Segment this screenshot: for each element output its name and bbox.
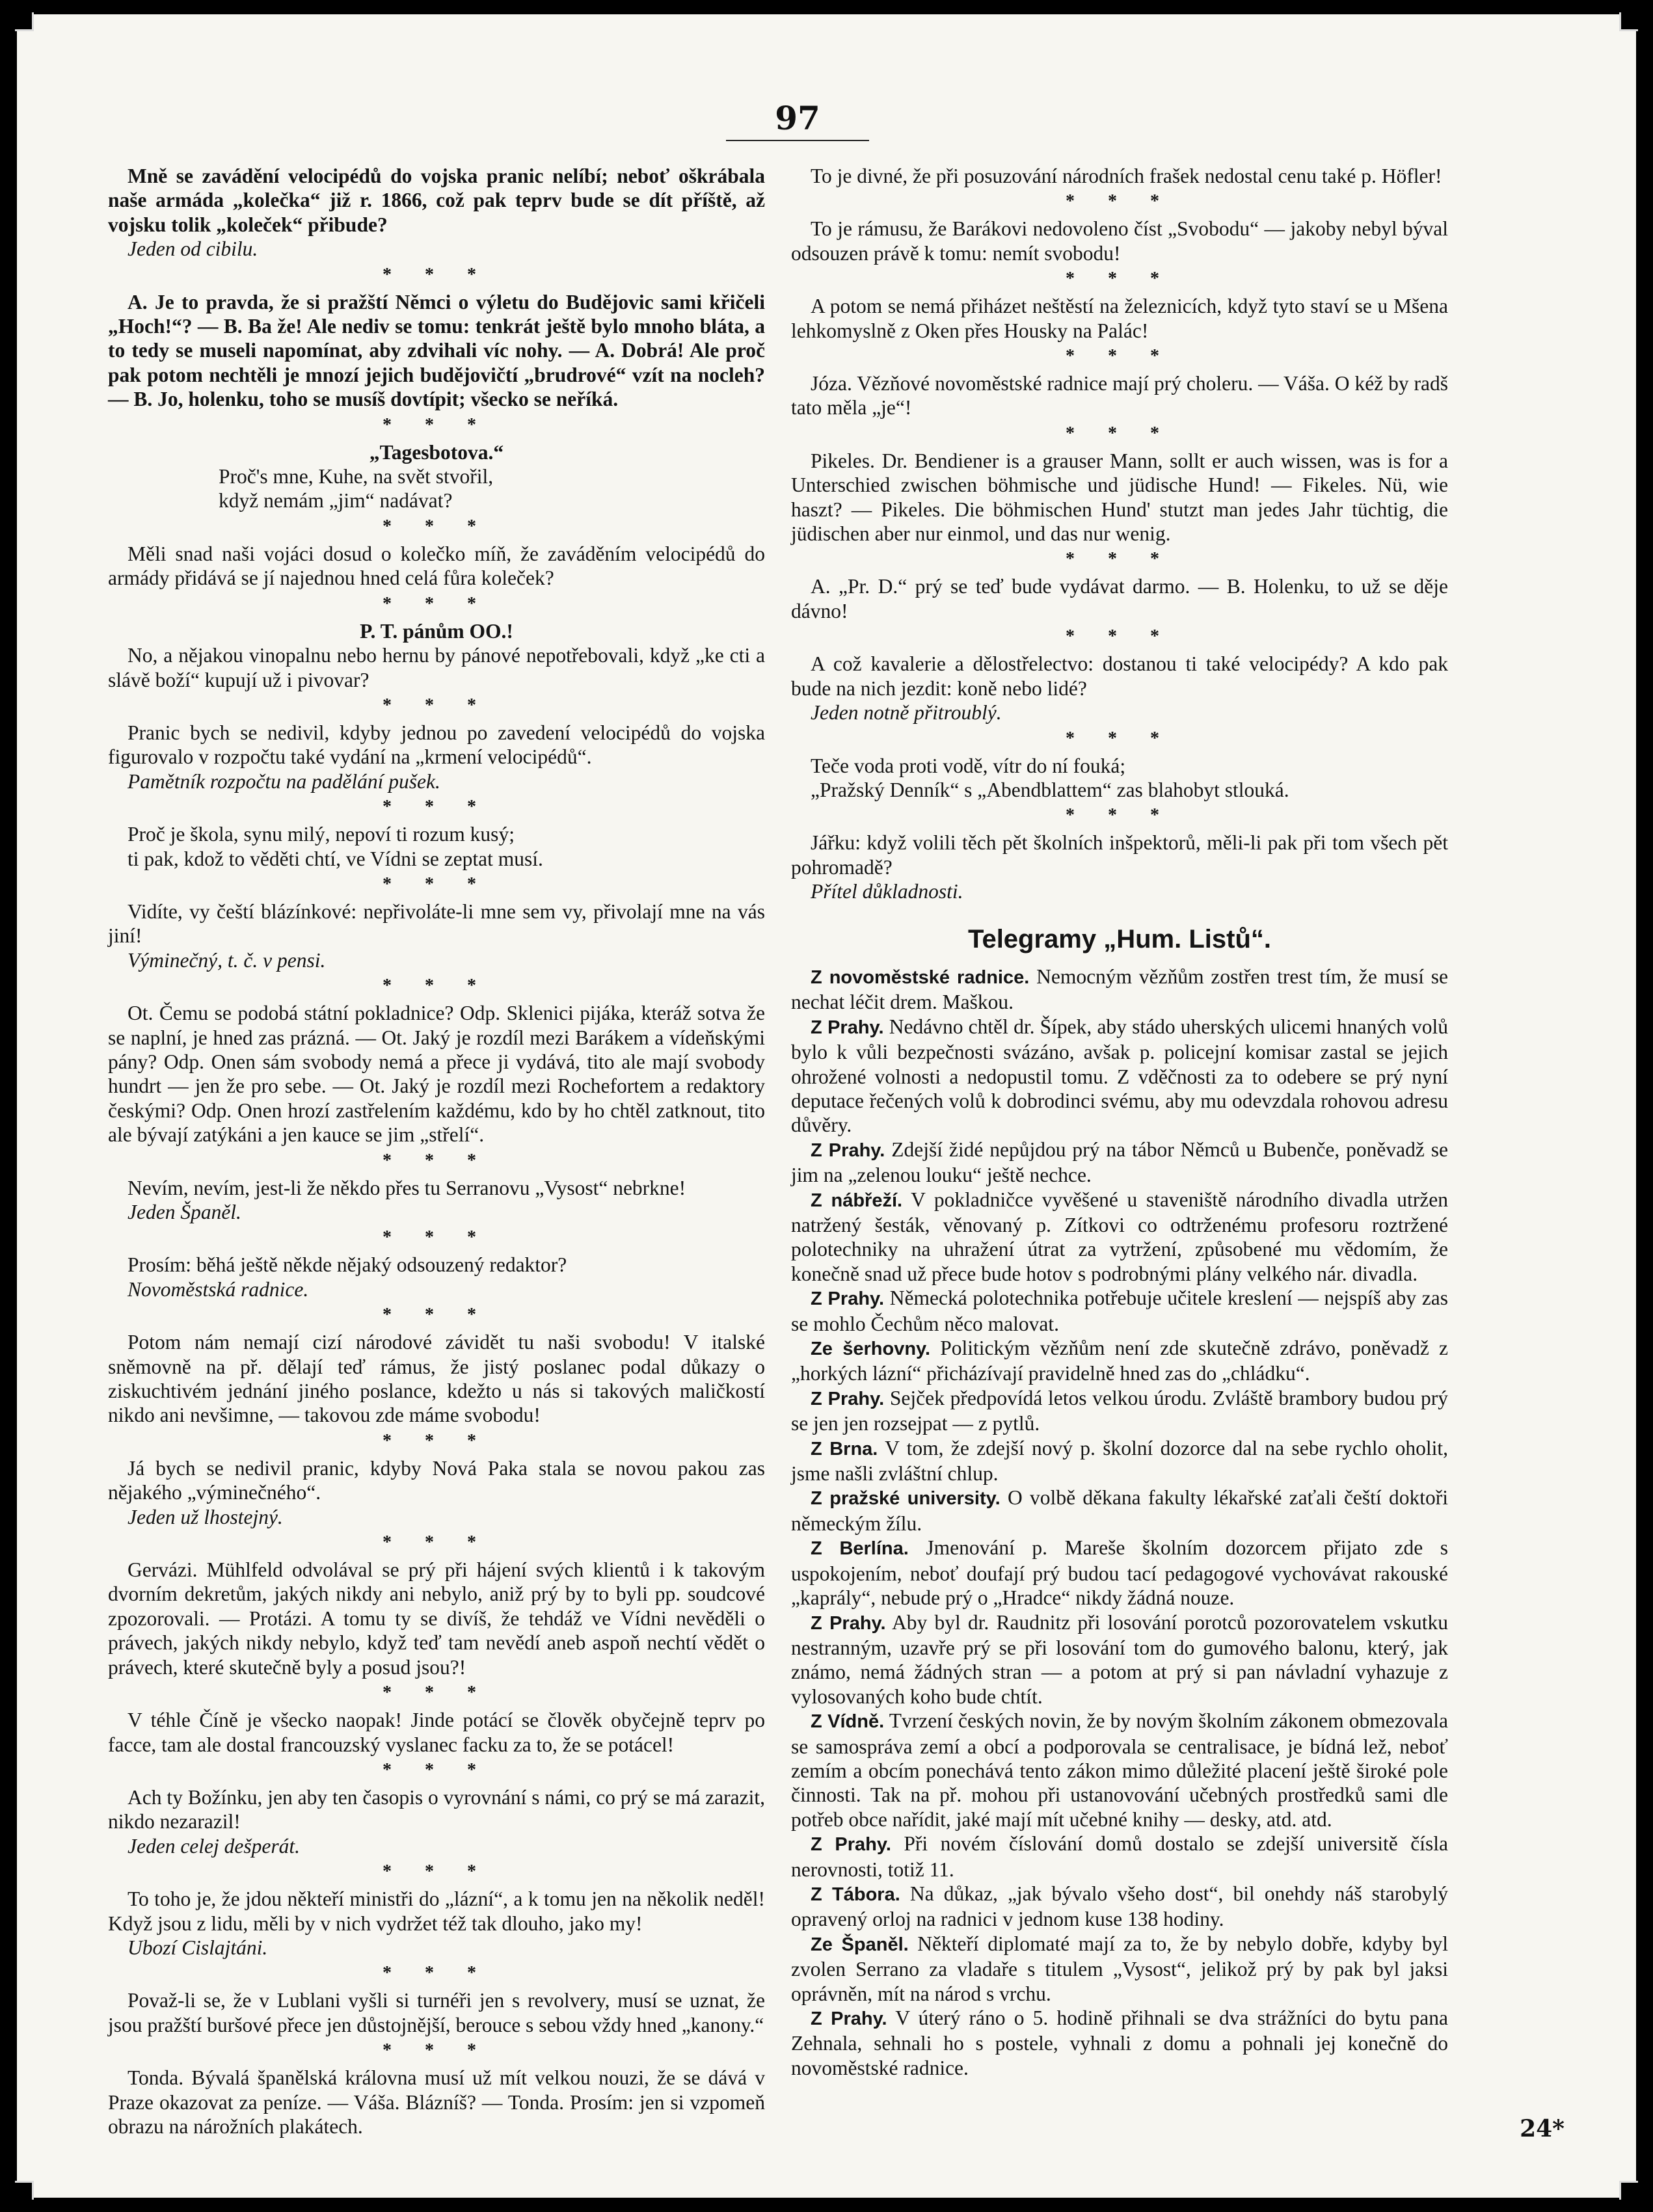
telegram-text: Sejček předpovídá letos velkou úrodu. Zvláště brambory budou prý se jen jen rozsejpat — z pytlů. [791, 1386, 1449, 1435]
newspaper-page [17, 14, 1636, 2198]
telegram-place: Ze šerhovny. [811, 1339, 931, 1360]
signature: Jeden od cibilu. [128, 237, 258, 261]
telegram-place: Z Berlína. [811, 1538, 909, 1560]
verse-line: „Pražský Denník“ s „Abendblattem“ zas blahobyt stlouká. [811, 778, 1289, 801]
page-number: 97 [726, 99, 869, 141]
item-text: Vidíte, vy čeští blázínkové: nepřivoláte-li mne sem vy, přivolají mne na vás jiní! [108, 899, 765, 948]
telegram-place: Z Prahy. [811, 1017, 884, 1038]
separator-stars: * * * [383, 1683, 491, 1703]
telegram-place: Z novoměstské radnice. [811, 966, 1030, 988]
separator-stars: * * * [1066, 549, 1174, 570]
telegram-text: Německá polotechnika potřebuje učitele kreslení — nejspíš aby zas se mohlo Čechům něco malovat. [791, 1286, 1449, 1335]
item-text: Pranic bych se nedivil, kdyby jednou po zavedení velocipédů do vojska figurovalo v rozpočtu také vydání na „krmení velocipédů“. [108, 721, 765, 769]
verse-line: Proč's mne, Kuhe, na svět stvořil, [219, 465, 494, 488]
telegram-place: Ze Španěl. [811, 1934, 909, 1955]
telegram-text: Tvrzení českých novin, že by novým školním zákonem obmezovala se samospráva zemí a obcí a podporovala se centralisace, je bídná lež, neboť zemím a obcím ponechává tento zákon mimo důležité placení ještě široké pole činnosti. Tak na př. mohou při ustanovování učebných prostředků sami dle potřeb obce nařídit, jaké mají mít učebné knihy — desky, atd. atd. [791, 1709, 1448, 1831]
item-text: V téhle Číně je všecko naopak! Jinde potácí se člověk obyčejně teprv po facce, tam ale dostal francouzský vyslanec facku za to, že se potácel! [108, 1709, 765, 1756]
telegram-item [791, 1832, 1448, 1882]
telegram-place: Z Tábora. [811, 1884, 900, 1905]
separator-stars: * * * [1066, 191, 1174, 212]
telegram-place: Z Prahy. [811, 1388, 885, 1409]
telegram-item [791, 1536, 1448, 1610]
separator-stars: * * * [383, 1150, 491, 1171]
item-text: Měli snad naši vojáci dosud o kolečko míň, že zaváděním velocipédů do armády přidává se jí najednou hned celá fůra koleček? [108, 542, 765, 590]
telegram-place: Z Brna. [811, 1438, 878, 1459]
item-text: A potom se nemá přiházet neštěstí na železnicích, když tyto staví se u Mšena lehkomyslně z Oken přes Housky na Palác! [791, 295, 1448, 342]
separator-stars: * * * [383, 1963, 491, 1984]
item-text: Ot. Čemu se podobá státní pokladnice? Odp. Sklenici pijáka, kteráž sotva že se naplní, je hned zas prázná. — Ot. Jaký je rozdíl mezi Barákem a vídeňskými pány? Odp. Onen sám svobody nemá a přece ji vydává, tito ale mají svobody hundrt — jen že pro sebe. — Ot. Jaký je rozdíl mezi Rochefortem a redaktory českými? Odp. Onen hrozí zastřelením každému, kdo by ho chtěl zatknout, tito ale bývají zatýkáni a jen kauce se jim „střelí“. [108, 1002, 765, 1147]
telegram-item [791, 1882, 1448, 1932]
telegram-text: Aby byl dr. Raudnitz při losování porotců pozorovatelem vskutku nestranným, uzavře prý se při losování tom do gumového balonu, který, jak známo, nemá žádných stran — a potom at prý si pan návladní vyhazuje z vylosovaných koho bude chtít. [791, 1610, 1448, 1708]
separator-stars: * * * [1066, 626, 1174, 647]
separator-stars: * * * [383, 1430, 491, 1451]
item-text: Józa. Vězňové novoměstské radnice mají prý choleru. — Váša. O kéž by radš tato měla „je“! [791, 372, 1448, 420]
verse-line: Proč je škola, synu milý, nepoví ti rozum kusý; [128, 823, 515, 846]
signature: Výminečný, t. č. v pensi. [128, 948, 326, 972]
telegram-item [791, 1336, 1448, 1386]
sheet-mark: 24* [1520, 2115, 1565, 2142]
separator-stars: * * * [1066, 728, 1174, 749]
telegram-text: O volbě děkana fakulty lékařské zaťali čeští doktoři německým žílu. [791, 1486, 1448, 1535]
item-text: Považ-li se, že v Lublani vyšli si turnéři jen s revolvery, musí se uznat, že jsou pražští buršové přece jen důstojnější, berouce s sebou vždy hned „kanony.“ [108, 1989, 765, 2036]
telegram-item [791, 1386, 1448, 1436]
item-text: Potom nám nemají cizí národové závidět tu naši svobodu! V italské sněmovně na př. dělají teď rámus, že jistý poslanec podal důkazy o ziskuchtivém jednání jiného poslance, kdežto u nás si takových maličkostí nikdo ani nevšimne, — takovou zde máme svobodu! [108, 1331, 765, 1427]
telegram-text: V pokladničce vyvěšené u staveniště národního divadla utržen natržený šesták, věnovaný p. Zítkovi co odtrženému profesoru roztržené polotechniky na uhražení útrat za vytržení, způsobené mu vědomím, že konečně snad už přece bude hotov s podrobnými plány velkého nár. divadla. [791, 1188, 1449, 1285]
separator-stars: * * * [383, 414, 491, 435]
item-text: Prosím: běhá ještě někde nějaký odsouzený redaktor? [128, 1253, 567, 1277]
separator-stars: * * * [383, 2040, 491, 2061]
signature: Pamětník rozpočtu na padělání pušek. [128, 769, 440, 793]
telegram-item [791, 1138, 1448, 1188]
telegram-text: Nedávno chtěl dr. Šípek, aby stádo uherských ulicemi hnaných volů bylo k vůli bezpečnosti svázáno, avšak p. policejní komisar zastal se jejich ohrožené volnosti a nedopustil tomu. Z vděčnosti za to odebere se prý nyní deputace řečených volů k dobrodinci svému, aby mu odevzdala rohovou adresu důvěry. [791, 1015, 1449, 1137]
telegram-item [791, 1286, 1448, 1336]
telegram-item [791, 1188, 1448, 1286]
separator-stars: * * * [1066, 423, 1174, 444]
telegram-text: Politickým vězňům není zde skutečně zdrávo, poněvadž z „horkých lázní“ přicházívají pravidelně hned zas do „chládku“. [791, 1337, 1449, 1385]
separator-stars: * * * [1066, 805, 1174, 826]
separator-stars: * * * [383, 264, 491, 285]
telegrams-heading: Telegramy „Hum. Listů“. [967, 924, 1271, 953]
signature: Ubozí Cislajtáni. [128, 1936, 268, 1959]
telegram-item [791, 2006, 1448, 2080]
telegram-text: V úterý ráno o 5. hodině přihnali se dva strážníci do bytu pana Zehnala, sehnali ho s postele, vyhnali z domu a pohnali jej konečně do novoměstské radnice. [791, 2006, 1448, 2079]
signature: Jeden už lhostejný. [128, 1505, 283, 1528]
verse-line: když nemám „jim“ nadávat? [219, 489, 453, 513]
telegram-place: Z Prahy. [811, 2008, 887, 2029]
separator-stars: * * * [383, 1305, 491, 1326]
item-text: To je divné, že při posuzování národních frašek nedostal cenu také p. Höfler! [811, 165, 1442, 187]
separator-stars: * * * [1066, 269, 1174, 289]
telegram-item [791, 965, 1448, 1015]
signature: Jeden Španěl. [128, 1201, 241, 1223]
item-heading: „Tagesbotova.“ [369, 440, 504, 464]
separator-stars: * * * [383, 873, 491, 894]
signature: Novoměstská radnice. [128, 1277, 309, 1301]
telegram-item [791, 1486, 1448, 1536]
telegram-list [791, 965, 1448, 2080]
separator-stars: * * * [383, 593, 491, 614]
separator-stars: * * * [383, 797, 491, 818]
separator-stars: * * * [383, 516, 491, 537]
corner-mark [1619, 2181, 1638, 2200]
left-column [108, 164, 765, 2139]
separator-stars: * * * [1066, 346, 1174, 367]
item-text: To toho je, že jdou někteří ministři do „lázní“, a k tomu jen na několik neděl! Když jsou z lidu, měli by v nich vydržet též tak dlouho, jako my! [108, 1887, 765, 1935]
telegram-place: Z Prahy. [811, 1139, 885, 1161]
signature: Jeden notně přitroublý. [811, 701, 1002, 725]
item-text: Pikeles. Dr. Bendiener is a grauser Mann, sollt er auch wissen, was is for a Unterschied zwischen böhmische und jüdische Hund! — Fikeles. Nü, wie haszt? — Pikeles. Die böhmischen Hund' stutzt man jedes Jahr tüchtig, die jüdischen aber nur einmol, und das nur wenig. [791, 449, 1448, 546]
telegram-text: Při novém číslování domů dostalo se zdejší universitě čísla nerovnosti, totiž 11. [791, 1832, 1448, 1881]
telegram-text: Někteří diplomaté mají za to, že by nebylo dobře, kdyby byl zvolen Serrano za vladaře s titulem „Vysost“, jelikož prý by pak byl jaksi oprávněn, mít na národ s vrchu. [791, 1932, 1449, 2005]
right-column [791, 164, 1448, 2080]
item-text: To je rámusu, že Barákovi nedovoleno číst „Svobodu“ — jakoby nebyl býval odsouzen právě k tomu: nemít svobodu! [791, 217, 1448, 265]
telegram-place: Z pražské university. [811, 1488, 1001, 1510]
telegram-text: Zdejší židé nepůjdou prý na tábor Němců u Bubenče, poněvadž se jim na „zelenou louku“ ještě nechce. [791, 1138, 1449, 1187]
telegram-item [791, 1610, 1448, 1709]
telegram-item [791, 1015, 1448, 1138]
telegram-text: V tom, že zdejší nový p. školní dozorce dal na sebe rychlo oholit, jsme našli zvláštní chlup. [791, 1436, 1448, 1486]
separator-stars: * * * [383, 1759, 491, 1780]
telegram-place: Z Prahy. [811, 1834, 891, 1856]
item-text: A což kavalerie a dělostřelectvo: dostanou ti také velocipédy? A kdo pak bude na nich jezdit: koně nebo lidé? [791, 652, 1448, 700]
item-text: Mně se zavádění velocipédů do vojska pranic nelíbí; neboť oškrábala naše armáda „kolečka“ již r. 1866, což pak teprv bude se dít příště, až vojsku tolik „koleček“ přibude? [108, 165, 765, 236]
telegram-item [791, 1932, 1448, 2006]
corner-mark [1619, 12, 1638, 31]
signature: Jeden celej dešperát. [128, 1834, 300, 1858]
verse-line: Teče voda proti vodě, vítr do ní fouká; [811, 754, 1126, 777]
corner-mark [15, 12, 34, 31]
telegram-place: Z Vídně. [811, 1711, 885, 1733]
item-text: Já bych se nedivil pranic, kdyby Nová Paka stala se novou pakou zas nějakého „výminečného“. [108, 1456, 765, 1504]
separator-stars: * * * [383, 1532, 491, 1553]
signature: Přítel důkladnosti. [811, 880, 963, 903]
telegram-item [791, 1709, 1448, 1832]
item-text: A. Je to pravda, že si pražští Němci o výletu do Budějovic sami křičeli „Hoch!“? — B. Ba že! Ale nediv se tomu: tenkrát ještě bylo mnoho bláta, a to tedy se museli napomínat, aby zdvihali víc nohy. — A. Dobrá! Ale proč pak potom nechtěli je mnozí jejich budějovičtí „brudrové“ vzít na nocleh? — B. Jo, holenku, toho se musíš dovtípit; všecko se neříká. [108, 290, 765, 411]
separator-stars: * * * [383, 976, 491, 996]
telegram-text: Na důkaz, „jak bývalo všeho dost“, bil onehdy náš starobylý opravený orloj na radnici v jednom kuse 138 hodiny. [791, 1882, 1449, 1931]
telegram-place: Z nábřeží. [811, 1190, 903, 1211]
telegram-text: Jmenování p. Mareše školním dozorcem přijato zde s uspokojením, neboť doufají prý budou tací pedagogové vychovávat rakouské „kaprály“, nebude prý o „Hradce“ nikdy žádná nouze. [791, 1536, 1448, 1610]
item-text: Gervázi. Mühlfeld odvolával se prý při hájení svých klientů i k takovým dvorním dekretům, jakých nikdy ani nebylo, aniž prý by to byli pp. soudcové zpozorovali. — Protázi. A tomu ty se divíš, že tehdáž ve Vídni nevěděli o právech, jakých nikdy nebylo, když teď tam nevědí aneb aspoň nechtí vědět o právech, které skutečně byly a posud jsou?! [108, 1558, 765, 1679]
telegram-place: Z Prahy. [811, 1288, 885, 1310]
telegram-text: Nemocným vězňům zostřen trest tím, že musí se nechat léčit drem. Maškou. [791, 965, 1448, 1014]
item-text: No, a nějakou vinopalnu nebo hernu by pánové nepotřebovali, když „ke cti a slávě boží“ kupují už i pivovar? [108, 644, 765, 691]
separator-stars: * * * [383, 1227, 491, 1248]
corner-mark [15, 2181, 34, 2200]
separator-stars: * * * [383, 695, 491, 715]
item-text: Tonda. Bývalá španělská královna musí už mít velkou nouzi, že se dává v Praze okazovat za peníze. — Váša. Blázníš? — Tonda. Prosím: jen si vzpomeň obrazu na nárožních plakátech. [108, 2066, 765, 2138]
item-text: A. „Pr. D.“ prý se teď bude vydávat darmo. — B. Holenku, to už se děje dávno! [791, 575, 1448, 622]
separator-stars: * * * [383, 1861, 491, 1882]
item-heading: P. T. pánům OO.! [360, 619, 513, 643]
telegram-item [791, 1436, 1448, 1486]
telegram-place: Z Prahy. [811, 1612, 886, 1634]
item-text: Jářku: když volili těch pět školních inšpektorů, měli-li pak při tom všech pět pohromadě? [791, 831, 1448, 879]
verse-line: ti pak, kdož to věděti chtí, ve Vídni se zeptat musí. [128, 847, 543, 870]
item-text: Ach ty Božínku, jen aby ten časopis o vyrovnání s námi, co prý se má zarazit, nikdo nezarazil! [108, 1785, 765, 1833]
item-text: Nevím, nevím, jest-li že někdo přes tu Serranovu „Vysost“ nebrkne! [128, 1176, 686, 1199]
